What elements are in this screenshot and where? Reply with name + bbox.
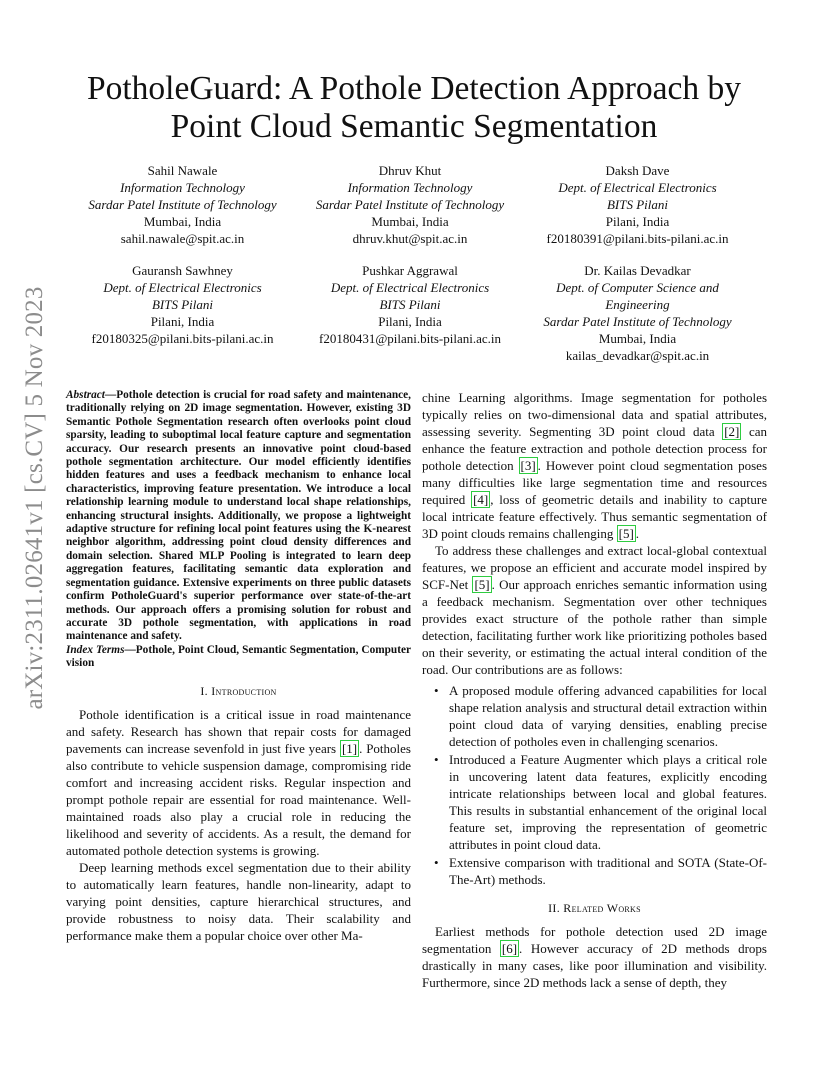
bullet-icon: • bbox=[434, 683, 439, 698]
author-location: Pilani, India bbox=[150, 314, 215, 329]
citation-link[interactable]: [5] bbox=[474, 577, 490, 592]
related-paragraph-1 bbox=[422, 923, 767, 991]
author-institution: Sardar Patel Institute of Technology bbox=[88, 197, 277, 212]
author-dept: Information Technology bbox=[120, 180, 245, 195]
intro-paragraph-3 bbox=[422, 542, 767, 678]
index-terms-text: —Pothole, Point Cloud, Semantic Segmentation, Computer vision bbox=[66, 643, 411, 670]
list-item-text: A proposed module offering advanced capabilities for local shape relation analysis and structural detail extraction within point cloud data of varying densities, enabling precise detection of potholes even in challenging scenarios. bbox=[449, 683, 767, 749]
author-name: Sahil Nawale bbox=[147, 163, 218, 178]
author-institution: Sardar Patel Institute of Technology bbox=[315, 197, 505, 212]
citation-link[interactable]: [4] bbox=[473, 492, 489, 507]
intro-paragraph-2: Deep learning methods excel segmentation due to their ability to automatically learn features, handle non-linearity, adapt to varying point densities, capture hierarchical structures, and provide robustness to noisy data. Their scalability and performance make them a popular choice over other Ma- bbox=[66, 859, 411, 943]
author-dept: Dept. of Electrical Electronics bbox=[330, 280, 490, 295]
author-location: Mumbai, India bbox=[598, 331, 677, 346]
paper-title bbox=[60, 70, 768, 146]
author-row-1 bbox=[70, 162, 750, 247]
left-column bbox=[66, 389, 411, 944]
related-p1-text-a: Earliest methods for pothole detection used 2D image segmentation bbox=[422, 924, 767, 956]
author-card bbox=[298, 262, 523, 364]
author-location: Pilani, India bbox=[605, 214, 670, 229]
intro-p2-cont-d: , loss of geometric details and inability to capture local intricate feature effectively. Thus semantic segmentation of 3D point clouds remains challenging bbox=[422, 492, 767, 541]
section-heading-related-works: II. Related Works bbox=[548, 901, 641, 915]
intro-p2-cont-b: can enhance the feature extraction and pothole detection process for pothole detection bbox=[422, 424, 767, 473]
intro-p3-text-a: To address these challenges and extract local-global contextual features, we propose an efficient and accurate model inspired by SCF-Net bbox=[422, 543, 767, 592]
author-name: Dr. Kailas Devadkar bbox=[584, 263, 691, 278]
author-email[interactable]: f20180391@pilani.bits-pilani.ac.in bbox=[546, 231, 729, 246]
list-item bbox=[422, 854, 767, 888]
author-card bbox=[70, 262, 295, 364]
citation-link[interactable]: [2] bbox=[724, 424, 740, 439]
author-email[interactable]: f20180325@pilani.bits-pilani.ac.in bbox=[91, 331, 274, 346]
bullet-icon: • bbox=[434, 752, 439, 767]
list-item-text: Extensive comparison with traditional and SOTA (State-Of-The-Art) methods. bbox=[449, 855, 767, 887]
intro-p1-text-b: . Potholes also contribute to vehicle suspension damage, compromising ride comfort and increasing accident risks. Regular inspection and prompt pothole repair are essential for road maintenance. Well-maintained roads also play a crucial role in reducing the likelihood and severity of accidents. As a result, the demand for automated pothole detection systems is growing. bbox=[66, 740, 411, 858]
author-row-2 bbox=[70, 262, 750, 364]
author-dept: Dept. of Electrical Electronics bbox=[103, 280, 262, 295]
arxiv-stamp-text: arXiv:2311.02641v1 [cs.CV] 5 Nov 2023 bbox=[21, 286, 48, 710]
citation-link[interactable]: [6] bbox=[501, 941, 518, 956]
author-location: Mumbai, India bbox=[371, 214, 449, 229]
intro-p3-text-b: . Our approach enriches semantic information using a feedback mechanism. Segmentation over other techniques provides exact structure of the pothole rather than simple detection, facilitating further work like prioritizing potholes based on their severity, or estimating the actual interal condition of the road. Our contributions are as follows: bbox=[422, 577, 767, 677]
author-block bbox=[70, 162, 750, 379]
intro-p1-text-a: Pothole identification is a critical issue in road maintenance and safety. Research has shown that repair costs for damaged pavements can increase sevenfold in just five years bbox=[66, 706, 411, 756]
author-institution: BITS Pilani bbox=[379, 297, 441, 312]
author-name: Gauransh Sawhney bbox=[132, 263, 233, 278]
list-item-text: Introduced a Feature Augmenter which plays a critical role in uncovering latent data features, explicitly encoding intricate relationships between local and global features. This results in substantial enhancement of the original local feature set, improving the representation of geometric attributes in point cloud data. bbox=[449, 752, 767, 852]
abstract-text: —Pothole detection is crucial for road safety and maintenance, traditionally relying on 2D image segmentation. However, existing 3D Semantic Pothole Segmentation research often overlooks point cloud sparsity, leading to suboptimal local feature capture and segmentation accuracy. Our research presents an innovative point cloud-based pothole segmentation architecture. Our model efficiently identifies hidden features and uses a feedback mechanism to enhance local characteristics, improving feature presentation. We introduce a local relationship learning module to understand local shape relationships, enhancing structural insights. Additionally, we propose a lightweight adaptive structure for refining local point features using the K-nearest neighbor algorithm, addressing point cloud density differences and domain selection. Shared MLP Pooling is integrated to learn deep aggregation features, facilitating semantic data exploration and segmentation guidance. Extensive experiments on three public datasets confirm PotholeGuard's superior performance over state-of-the-art methods. Our approach offers a promising solution for robust and accurate 3D pothole segmentation, with applications in road maintenance and safety. bbox=[66, 389, 411, 643]
author-email[interactable]: kailas_devadkar@spit.ac.in bbox=[565, 348, 710, 363]
intro-p2-cont-a: chine Learning algorithms. Image segmentation for potholes typically relies on two-dimensional data and spatial attributes, assessing severity. Segmenting 3D point cloud data bbox=[422, 390, 767, 439]
section-heading-introduction: I. Introduction bbox=[200, 683, 277, 698]
author-email[interactable]: dhruv.khut@spit.ac.in bbox=[352, 231, 468, 246]
author-card bbox=[70, 162, 295, 247]
citation-link[interactable]: [3] bbox=[520, 458, 536, 473]
title-line-1: PotholeGuard: A Pothole Detection Approach by bbox=[86, 70, 742, 107]
author-institution: Sardar Patel Institute of Technology bbox=[543, 314, 732, 329]
author-dept: Information Technology bbox=[347, 180, 473, 195]
index-terms bbox=[66, 644, 411, 671]
author-name: Dhruv Khut bbox=[378, 163, 442, 178]
intro-paragraph-2-continued bbox=[422, 389, 767, 542]
author-location: Pilani, India bbox=[378, 314, 442, 329]
author-institution: BITS Pilani bbox=[151, 297, 214, 312]
author-location: Mumbai, India bbox=[143, 214, 222, 229]
author-card bbox=[298, 162, 523, 247]
citation-link[interactable]: [1] bbox=[341, 740, 358, 756]
list-item bbox=[422, 751, 767, 853]
author-card bbox=[525, 162, 750, 247]
index-terms-label: Index Terms bbox=[66, 643, 125, 656]
bullet-icon: • bbox=[434, 855, 439, 870]
right-column bbox=[422, 389, 767, 991]
arxiv-stamp bbox=[14, 288, 56, 708]
intro-paragraph-1 bbox=[66, 706, 411, 859]
related-p1-text-b: . However accuracy of 2D methods drops drastically in many cases, like poor illumination and visibility. Furthermore, since 2D methods lack a sense of depth, they bbox=[422, 941, 767, 990]
citation-link[interactable]: [5] bbox=[618, 526, 634, 541]
intro-p2-cont-e: . bbox=[635, 526, 640, 541]
author-email[interactable]: sahil.nawale@spit.ac.in bbox=[120, 231, 245, 246]
author-email[interactable]: f20180431@pilani.bits-pilani.ac.in bbox=[318, 331, 502, 346]
list-item bbox=[422, 682, 767, 750]
author-dept: Dept. of Electrical Electronics bbox=[558, 180, 717, 195]
author-name: Daksh Dave bbox=[605, 163, 670, 178]
author-card bbox=[525, 262, 750, 364]
contributions-list bbox=[422, 682, 767, 888]
author-dept: Dept. of Computer Science and Engineering bbox=[556, 280, 719, 312]
title-line-2: Point Cloud Semantic Segmentation bbox=[170, 108, 658, 145]
abstract bbox=[66, 389, 411, 644]
abstract-label: Abstract bbox=[66, 389, 105, 401]
author-institution: BITS Pilani bbox=[606, 197, 669, 212]
intro-p2-cont-c: . However point cloud segmentation poses many difficulties like large segmentation time and resources required bbox=[422, 458, 767, 507]
author-name: Pushkar Aggrawal bbox=[362, 263, 458, 278]
